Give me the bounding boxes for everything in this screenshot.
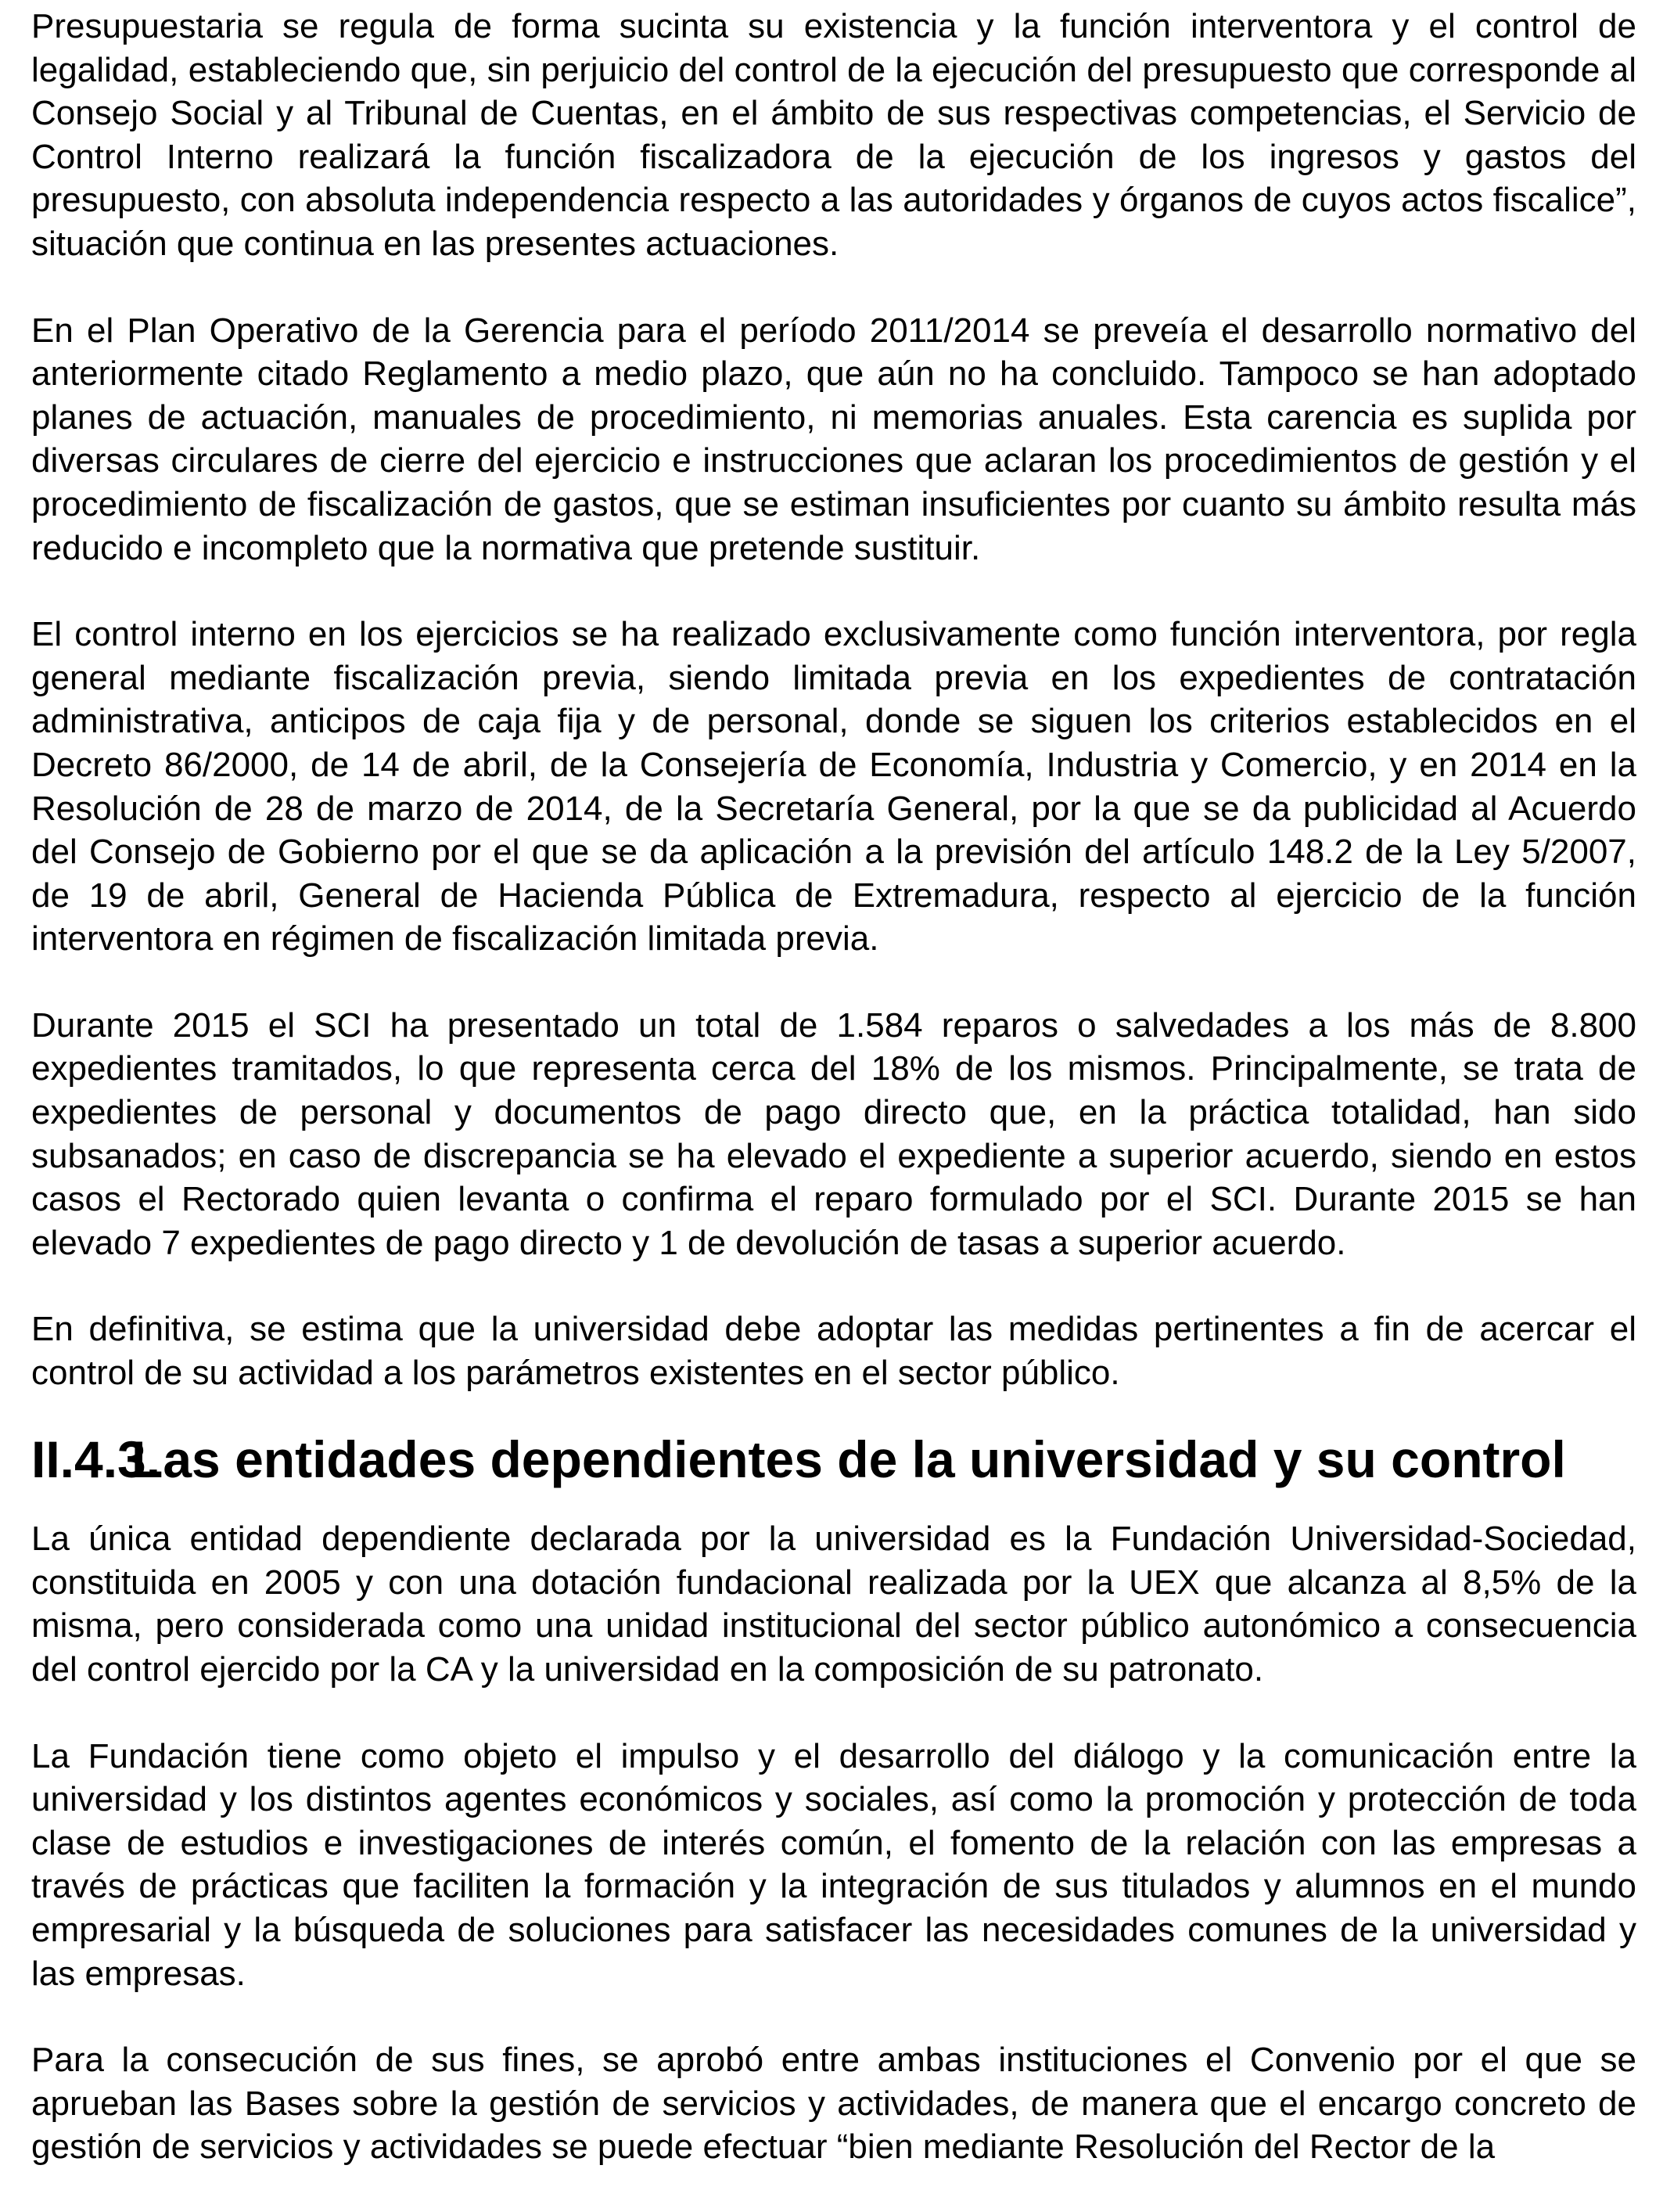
paragraph-objeto-fundacion: La Fundación tiene como objeto el impulso y el desarrollo del diálogo y la comunicación entre la universidad y los distintos agentes económicos y sociales, así como la promoción y protección de toda clase de estudios e investigaciones de interés común, el fomento de la relación con las empresas a través de prácticas que faciliten la formación y la integración de sus titulados y alumnos en el mundo empresarial y la búsqueda de soluciones para satisfacer las necesidades comunes de la universidad y las empresas. xyxy=(31,1736,1636,1993)
paragraph-plan-operativo: En el Plan Operativo de la Gerencia para el período 2011/2014 se preveía el desarrollo normativo del anteriormente citado Reglamento a medio plazo, que aún no ha concluido. Tampoco se han adoptado planes de actuación, manuales de procedimiento, ni memorias anuales. Esta carencia es suplida por diversas circulares de cierre del ejercicio e instrucciones que aclaran los procedimientos de gestión y el procedimiento de fiscalización de gastos, que se estiman insuficientes por cuanto su ámbito resulta más reducido e incompleto que la normativa que pretende sustituir. xyxy=(31,311,1636,567)
section-heading xyxy=(31,1430,1636,1488)
section-number: II.4.3. xyxy=(31,1430,161,1488)
paragraph-control-interno-reglamento: Presupuestaria se regula de forma sucinta su existencia y la función interventora y el control de legalidad, estableciendo que, sin perjuicio del control de la ejecución del presupuesto que corresponde al Consejo Social y al Tribunal de Cuentas, en el ámbito de sus respectivas competencias, el Servicio de Control Interno realizará la función fiscalizadora de la ejecución de los ingresos y gastos del presupuesto, con absoluta independencia respecto a las autoridades y órganos de cuyos actos fiscalice”, situación que continua en las presentes actuaciones. xyxy=(31,7,1636,263)
paragraph-convenio-bases: Para la consecución de sus fines, se aprobó entre ambas instituciones el Convenio por el que se aprueban las Bases sobre la gestión de servicios y actividades, de manera que el encargo concreto de gestión de servicios y actividades se puede efectuar “bien mediante Resolución del Rector de la xyxy=(31,2041,1636,2167)
paragraph-conclusion-control: En definitiva, se estima que la universidad debe adoptar las medidas pertinentes a fin de acercar el control de su actividad a los parámetros existentes en el sector público. xyxy=(31,1310,1636,1393)
paragraph-entidad-dependiente: La única entidad dependiente declarada por la universidad es la Fundación Universidad-Sociedad, constituida en 2005 y con una dotación fundacional realizada por la UEX que alcanza al 8,5% de la misma, pero considerada como una unidad institucional del sector público autonómico a consecuencia del control ejercido por la CA y la universidad en la composición de su patronato. xyxy=(31,1520,1636,1689)
document-page xyxy=(31,5,1636,2212)
paragraph-funcion-interventora: El control interno en los ejercicios se ha realizado exclusivamente como función interventora, por regla general mediante fiscalización previa, siendo limitada previa en los expedientes de contratación administrativa, anticipos de caja fija y de personal, donde se siguen los criterios establecidos en el Decreto 86/2000, de 14 de abril, de la Consejería de Economía, Industria y Comercio, y en 2014 en la Resolución de 28 de marzo de 2014, de la Secretaría General, por la que se da publicidad al Acuerdo del Consejo de Gobierno por el que se da aplicación a la previsión del artículo 148.2 de la Ley 5/2007, de 19 de abril, General de Hacienda Pública de Extremadura, respecto al ejercicio de la función interventora en régimen de fiscalización limitada previa. xyxy=(31,615,1636,959)
section-title: Las entidades dependientes de la universidad y su control xyxy=(131,1430,1566,1488)
paragraph-reparos-2015: Durante 2015 el SCI ha presentado un total de 1.584 reparos o salvedades a los más de 8.800 expedientes tramitados, lo que representa cerca del 18% de los mismos. Principalmente, se trata de expedientes de personal y documentos de pago directo que, en la práctica totalidad, han sido subsanados; en caso de discrepancia se ha elevado el expediente a superior acuerdo, siendo en estos casos el Rectorado quien levanta o confirma el reparo formulado por el SCI. Durante 2015 se han elevado 7 expedientes de pago directo y 1 de devolución de tasas a superior acuerdo. xyxy=(31,1005,1636,1262)
